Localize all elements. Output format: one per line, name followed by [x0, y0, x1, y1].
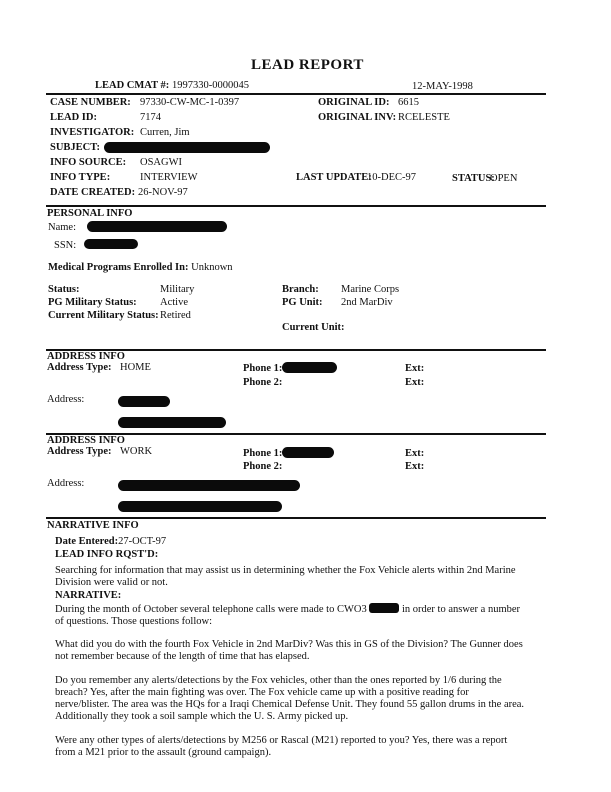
address-redaction-1a	[118, 396, 170, 407]
info-source-label: INFO SOURCE:	[50, 157, 127, 168]
case-divider	[46, 205, 546, 207]
medical-programs-value: Unknown	[191, 262, 233, 273]
personal-info-heading: PERSONAL INFO	[47, 208, 133, 219]
phone1-redaction-2	[282, 447, 334, 458]
info-type-value: INTERVIEW	[140, 172, 198, 183]
original-id-label: ORIGINAL ID:	[318, 97, 390, 108]
status-label: STATUS:	[452, 173, 495, 184]
address-type-value-1: HOME	[120, 362, 151, 373]
narrative-p1-after: in order to answer a number of questions. Those questions follow:	[55, 604, 521, 628]
investigator-value: Curren, Jim	[140, 127, 190, 138]
case-number-label: CASE NUMBER:	[50, 97, 131, 108]
address-redaction-2b	[118, 501, 282, 512]
phone1-label-1: Phone 1:	[243, 363, 283, 374]
last-update-label: LAST UPDATE:	[296, 172, 372, 183]
cwo3-name-redaction	[369, 603, 399, 613]
header-divider	[46, 93, 546, 95]
date-created-label: DATE CREATED:	[50, 187, 136, 198]
status-field-label: Status:	[48, 284, 80, 295]
phone2-label-2: Phone 2:	[243, 461, 283, 472]
subject-label: SUBJECT:	[50, 142, 100, 153]
current-unit-label: Current Unit:	[282, 322, 345, 333]
lead-info-label: LEAD INFO RQST'D:	[55, 549, 159, 560]
pg-military-status-value: Active	[160, 297, 188, 308]
ext2-label-1: Ext:	[405, 377, 425, 388]
address-info-heading-2: ADDRESS INFO	[47, 435, 125, 446]
address-info-heading-1: ADDRESS INFO	[47, 351, 125, 362]
narrative-paragraph-4: Were any other types of alerts/detections by M256 or Rascal (M21) reported to you? Yes, there was a report from a M21 prior to the assault (ground campaign).	[55, 735, 508, 759]
status-field-value: Military	[160, 284, 195, 295]
ssn-redaction	[84, 239, 138, 249]
case-number-value: 97330-CW-MC-1-0397	[140, 97, 240, 108]
ext1-label-2: Ext:	[405, 448, 425, 459]
date-entered-value: 27-OCT-97	[118, 536, 167, 547]
ssn-label: SSN:	[54, 240, 77, 251]
status-value: OPEN	[490, 173, 518, 184]
address2-divider	[46, 517, 546, 519]
medical-programs-label: Medical Programs Enrolled In:	[48, 262, 189, 273]
date-created-value: 26-NOV-97	[138, 187, 188, 198]
narrative-p1-before: During the month of October several telephone calls were made to CWO3	[55, 604, 367, 615]
ext1-label-1: Ext:	[405, 363, 425, 374]
lead-id-value: 7174	[140, 112, 161, 123]
pg-military-status-label: PG Military Status:	[48, 297, 137, 308]
address-type-label-2: Address Type:	[47, 446, 112, 457]
info-type-label: INFO TYPE:	[50, 172, 111, 183]
address-type-value-2: WORK	[120, 446, 153, 457]
pg-unit-value: 2nd MarDiv	[341, 297, 393, 308]
medical-programs-line	[48, 262, 233, 274]
report-date: 12-MAY-1998	[412, 81, 473, 92]
current-military-status-label: Current Military Status:	[48, 310, 159, 321]
name-redaction	[87, 221, 227, 232]
address-redaction-1b	[118, 417, 226, 428]
phone1-redaction-1	[282, 362, 337, 373]
pg-unit-label: PG Unit:	[282, 297, 323, 308]
address-redaction-2a	[118, 480, 300, 491]
address-label-2: Address:	[47, 478, 85, 489]
lead-cmat-label: LEAD CMAT #:	[95, 80, 170, 91]
narrative-paragraph-2: What did you do with the fourth Fox Vehicle in 2nd MarDiv? Was this in GS of the Division? The Gunner does not remember because of the length of time that has elapsed.	[55, 639, 523, 663]
ext2-label-2: Ext:	[405, 461, 425, 472]
last-update-value: 10-DEC-97	[367, 172, 416, 183]
date-entered-label: Date Entered:	[55, 536, 119, 547]
phone1-label-2: Phone 1:	[243, 448, 283, 459]
address-label-1: Address:	[47, 394, 85, 405]
date-entered-line	[55, 536, 166, 548]
name-label: Name:	[48, 222, 76, 233]
lead-id-label: LEAD ID:	[50, 112, 97, 123]
lead-cmat-value: 1997330-0000045	[172, 80, 249, 91]
lead-info-text: Searching for information that may assist us in determining whether the Fox Vehicle alerts within 2nd Marine Division were valid or not.	[55, 565, 516, 589]
narrative-paragraph-1	[55, 603, 525, 628]
original-id-value: 6615	[398, 97, 419, 108]
phone2-label-1: Phone 2:	[243, 377, 283, 388]
subject-redaction	[104, 142, 270, 153]
narrative-heading: NARRATIVE INFO	[47, 520, 139, 531]
narrative-label: NARRATIVE:	[55, 590, 122, 601]
page-title: LEAD REPORT	[251, 57, 364, 73]
branch-value: Marine Corps	[341, 284, 400, 295]
original-inv-label: ORIGINAL INV:	[318, 112, 397, 123]
branch-label: Branch:	[282, 284, 319, 295]
narrative-paragraph-3: Do you remember any alerts/detections by the Fox vehicles, other than the ones reported by 1/6 during the breach? Yes, after the main fighting was over. The Fox vehicle came up with a positive reading for nerve/blister. The area was the HQs for a Iraqi Chemical Defense Unit. They found 55 gallon drums in the area. Additionally they took a soil sample which the U. S. Army picked up.	[55, 675, 525, 723]
current-military-status-value: Retired	[160, 310, 191, 321]
address-type-label-1: Address Type:	[47, 362, 112, 373]
investigator-label: INVESTIGATOR:	[50, 127, 135, 138]
info-source-value: OSAGWI	[140, 157, 182, 168]
original-inv-value: RCELESTE	[398, 112, 450, 123]
